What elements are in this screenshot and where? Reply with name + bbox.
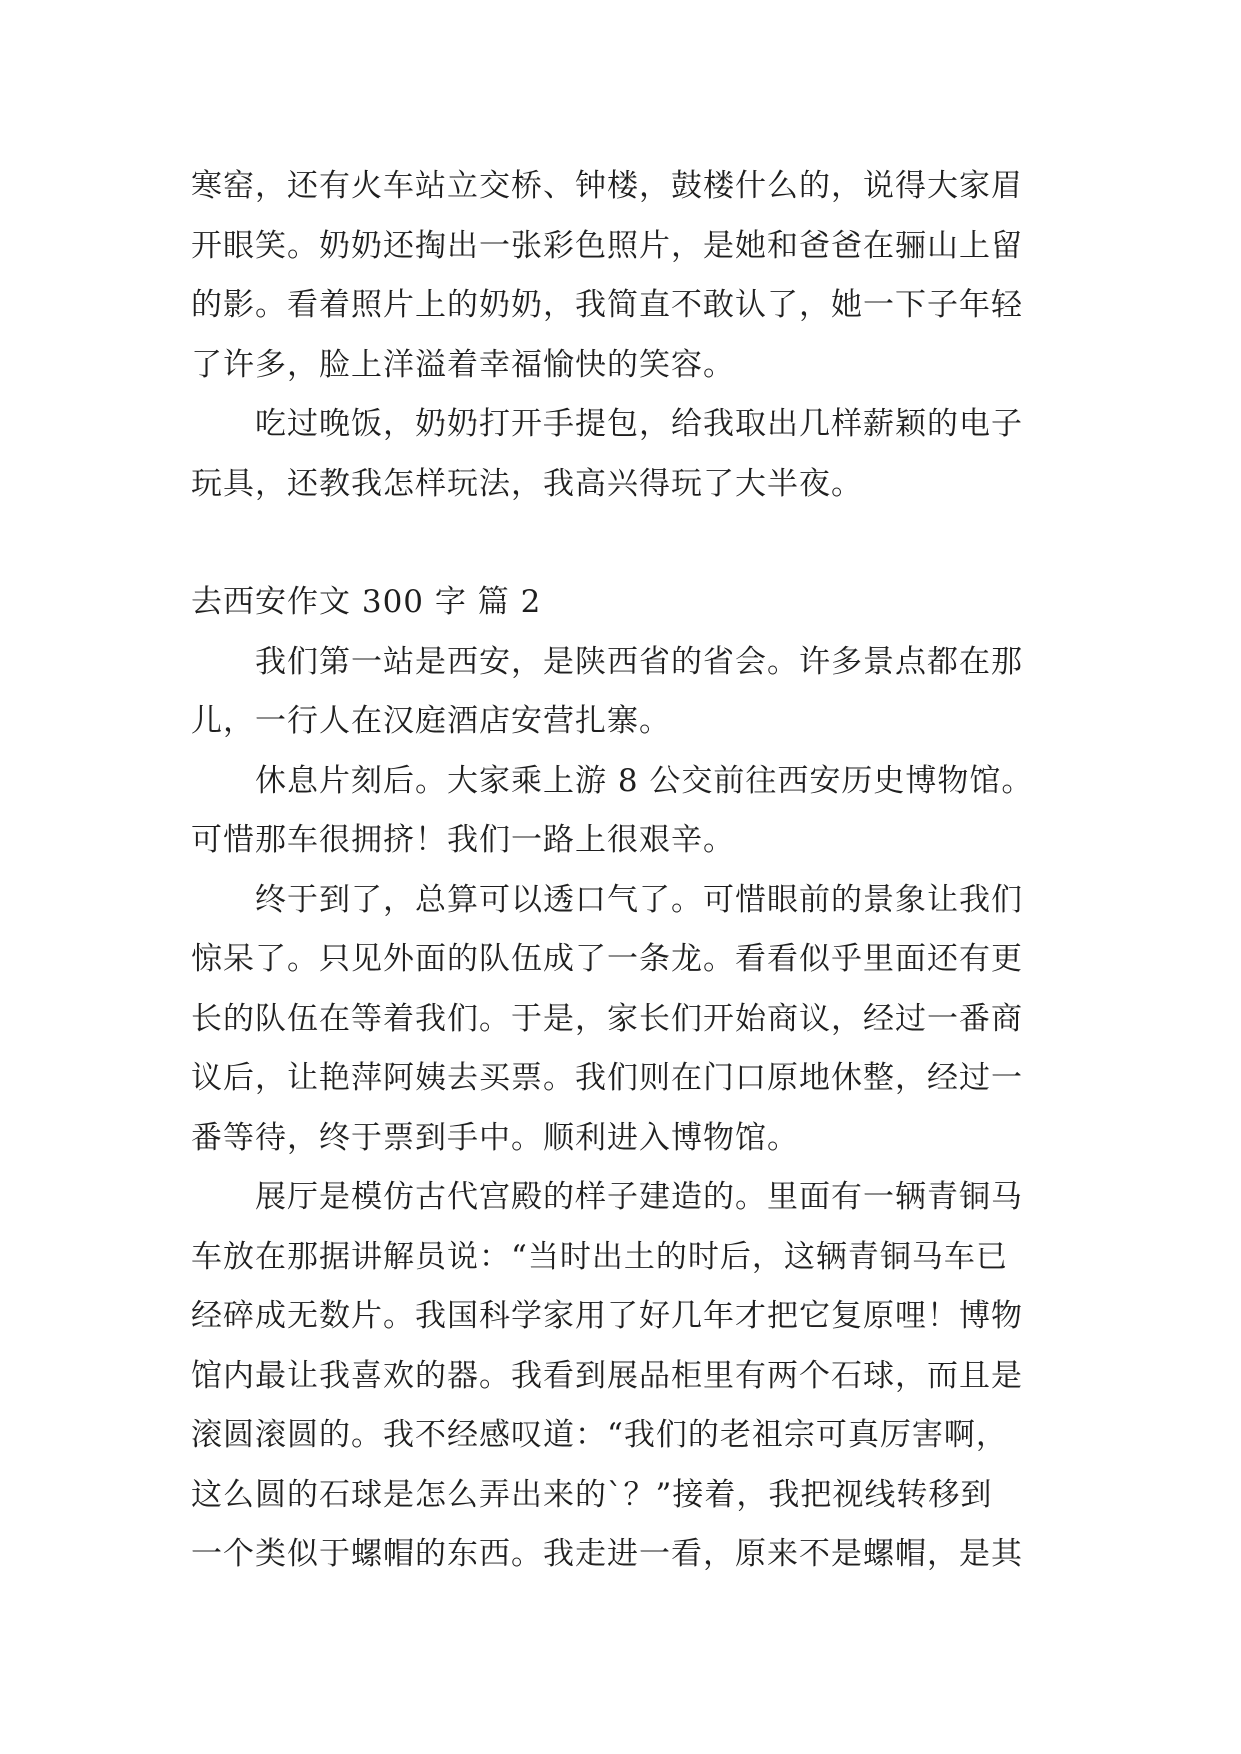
text-line: 议后，让艳萍阿姨去买票。我们则在门口原地休整，经过一 <box>191 1060 1023 1096</box>
text-line: 可惜那车很拥挤！我们一路上很艰辛。 <box>191 822 735 858</box>
text-line: 番等待，终于票到手中。顺利进入博物馆。 <box>191 1119 799 1156</box>
text-line: 惊呆了。只见外面的队伍成了一条龙。看看似乎里面还有更 <box>191 941 1023 977</box>
text-line: 终于到了，总算可以透口气了。可惜眼前的景象让我们 <box>255 881 1023 918</box>
text-line: 一个类似于螺帽的东西。我走进一看，原来不是螺帽，是其 <box>191 1536 1023 1572</box>
text-line: 这么圆的石球是怎么弄出来的`？”接着，我把视线转移到 <box>191 1476 993 1513</box>
paragraph-intro <box>191 157 1061 395</box>
text-line: 长的队伍在等着我们。于是，家长们开始商议，经过一番商 <box>191 1000 1023 1037</box>
text-line: 车放在那据讲解员说：“当时出土的时后，这辆青铜马车已 <box>191 1238 1008 1275</box>
text-line: 寒窑，还有火车站立交桥、钟楼，鼓楼什么的，说得大家眉 <box>191 168 1023 204</box>
text-line: 展厅是模仿古代宫殿的样子建造的。里面有一辆青铜马 <box>255 1179 1023 1215</box>
text-line: 馆内最让我喜欢的器。我看到展品柜里有两个石球，而且是 <box>191 1357 1023 1394</box>
text-line: 的影。看着照片上的奶奶，我简直不敢认了，她一下子年轻 <box>191 287 1023 323</box>
paragraph-first-stop <box>191 633 1061 752</box>
paragraph-exhibit <box>191 1168 1061 1585</box>
text-line: 儿，一行人在汉庭酒店安营扎寨。 <box>191 703 671 739</box>
text-line: 休息片刻后。大家乘上游 8 公交前往西安历史博物馆。 <box>255 762 1034 799</box>
text-line: 吃过晚饭，奶奶打开手提包，给我取出几样薪颖的电子 <box>255 406 1023 442</box>
paragraph-rest <box>191 752 1061 871</box>
paragraph-after-dinner <box>191 395 1061 514</box>
text-line: 我们第一站是西安，是陕西省的省会。许多景点都在那 <box>255 643 1023 680</box>
paragraph-arrival <box>191 871 1061 1169</box>
text-line: 经碎成无数片。我国科学家用了好几年才把它复原哩！博物 <box>191 1298 1023 1334</box>
text-line: 滚圆滚圆的。我不经感叹道：“我们的老祖宗可真厉害啊， <box>191 1417 1008 1453</box>
section-heading: 去西安作文 300 字 篇 2 <box>191 584 542 620</box>
document-body <box>191 157 1061 1585</box>
text-line: 开眼笑。奶奶还掏出一张彩色照片，是她和爸爸在骊山上留 <box>191 227 1023 264</box>
text-line: 了许多，脸上洋溢着幸福愉快的笑容。 <box>191 346 735 383</box>
text-line: 玩具，还教我怎样玩法，我高兴得玩了大半夜。 <box>191 465 863 502</box>
